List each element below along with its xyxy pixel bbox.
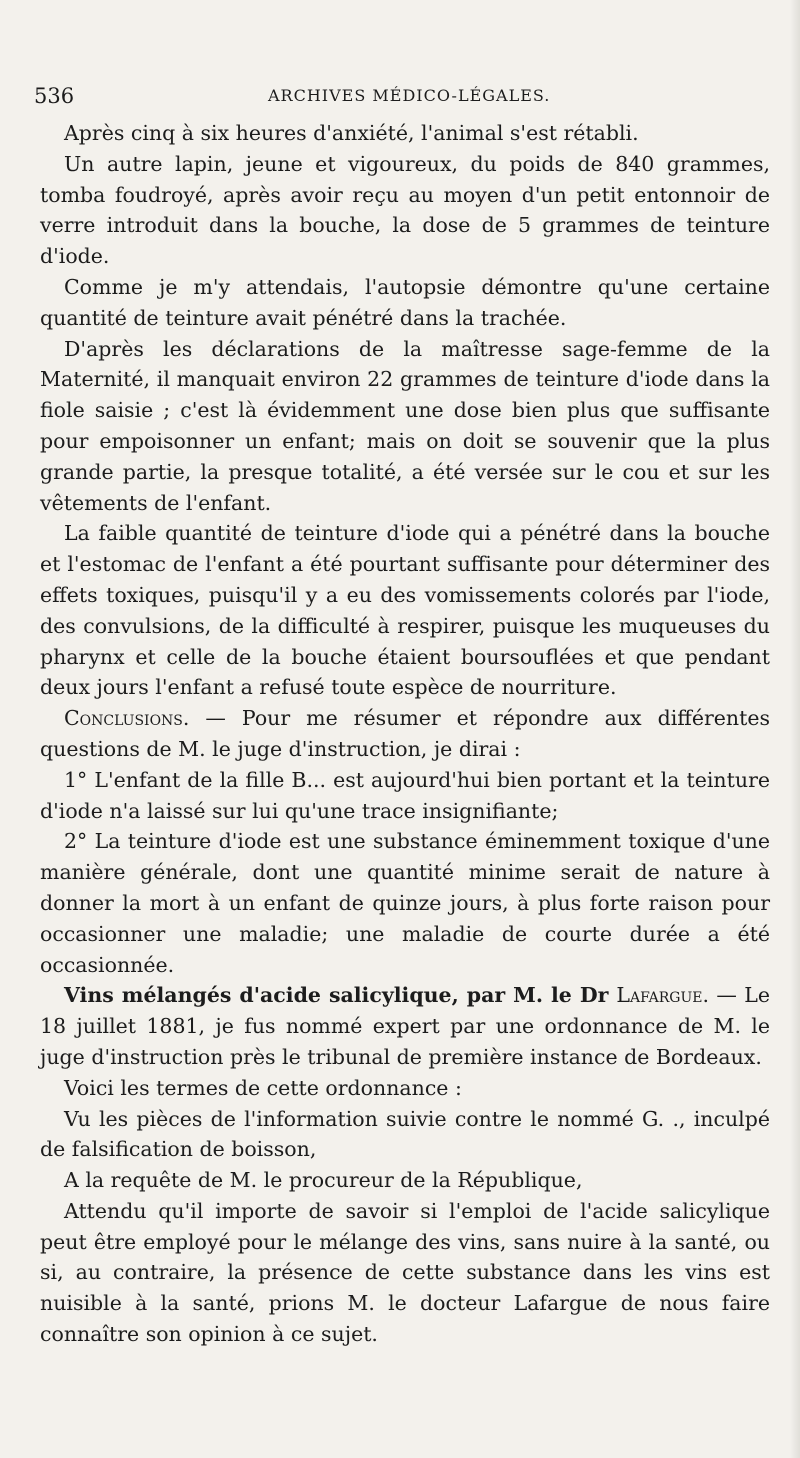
paragraph-text: D'après les déclarations de la maîtresse sage-femme de la Maternité, il manquait environ 22 grammes de teinture d'iode dans la fiole saisie ; c'est là évidemment une dose bien plus que suffisante pour empoisonner un enfant; mais on doit se souvenir que la plus grande partie, la presque totalité, a été versée sur le cou et sur les vêtements de l'enfant.	[40, 336, 770, 515]
conclusion-1	[40, 765, 770, 827]
section-wines-paragraph	[40, 980, 770, 1072]
conclusions-paragraph	[40, 703, 770, 765]
section-author: Lafargue.	[616, 983, 709, 1008]
section-heading: Vins mélangés d'acide salicylique, par M. le Dr	[64, 983, 617, 1008]
page-edge-shadow	[790, 0, 800, 1458]
paragraph-2	[40, 149, 770, 272]
paragraph-text: 2° La teinture d'iode est une substance éminemment toxique d'une manière générale, dont une quantité minime serait de nature à donner la mort à un enfant de quinze jours, à plus forte raison pour occasionner une maladie; une maladie de courte durée a été occasionnée.	[40, 829, 770, 977]
paragraph-11	[40, 1104, 770, 1166]
running-head	[34, 78, 770, 114]
conclusions-heading: Conclusions.	[64, 706, 190, 731]
running-title: ARCHIVES MÉDICO-LÉGALES.	[268, 86, 551, 105]
paragraph-text: — Le 18 juillet 1881, je fus nommé expert par une ordonnance de M. le juge d'instruction près le tribunal de première instance de Bordeaux.	[40, 983, 771, 1069]
paragraph-10	[40, 1073, 770, 1104]
paragraph-5	[40, 518, 770, 703]
paragraph-text: Après cinq à six heures d'anxiété, l'animal s'est rétabli.	[64, 121, 639, 145]
paragraph-12	[40, 1165, 770, 1196]
body-text	[40, 118, 770, 1350]
paragraph-text: — Pour me résumer et répondre aux différentes questions de M. le juge d'instruction, je dirai :	[40, 706, 770, 761]
paragraph-text: 1° L'enfant de la fille B... est aujourd'hui bien portant et la teinture d'iode n'a laissé sur lui qu'une trace insignifiante;	[40, 767, 770, 823]
paragraph-13	[40, 1196, 770, 1350]
paragraph-text: Vu les pièces de l'information suivie contre le nommé G. ., inculpé de falsification de boisson,	[40, 1106, 770, 1162]
paragraph-text: Un autre lapin, jeune et vigoureux, du poids de 840 grammes, tomba foudroyé, après avoir reçu au moyen d'un petit entonnoir de verre introduit dans la bouche, la dose de 5 grammes de teinture d'iode.	[40, 151, 770, 269]
paragraph-text: A la requête de M. le procureur de la République,	[64, 1168, 583, 1193]
paragraph-3	[40, 272, 770, 334]
paragraph-4	[40, 334, 770, 519]
paragraph-text: La faible quantité de teinture d'iode qui a pénétré dans la bouche et l'estomac de l'enfant a été pourtant suffisante pour déterminer des effets toxiques, puisqu'il y a eu des vomissements colorés par l'iode, des convulsions, de la difficulté à respirer, puisque les muqueuses du pharynx et celle de la bouche étaient boursouflées et que pendant deux jours l'enfant a refusé toute espèce de nourriture.	[40, 521, 770, 700]
paragraph-text: Attendu qu'il importe de savoir si l'emploi de l'acide salicylique peut être employé pour le mélange des vins, sans nuire à la santé, ou si, au contraire, la présence de cette substance dans les vins est nuisible à la santé, prions M. le docteur Lafargue de nous faire connaître son opinion à ce sujet.	[40, 1198, 770, 1347]
paragraph-1	[40, 118, 770, 149]
conclusion-2	[40, 826, 770, 980]
paragraph-text: Comme je m'y attendais, l'autopsie démontre qu'une certaine quantité de teinture avait pénétré dans la trachée.	[40, 274, 770, 330]
page-number: 536	[34, 84, 75, 108]
paragraph-text: Voici les termes de cette ordonnance :	[64, 1075, 462, 1100]
